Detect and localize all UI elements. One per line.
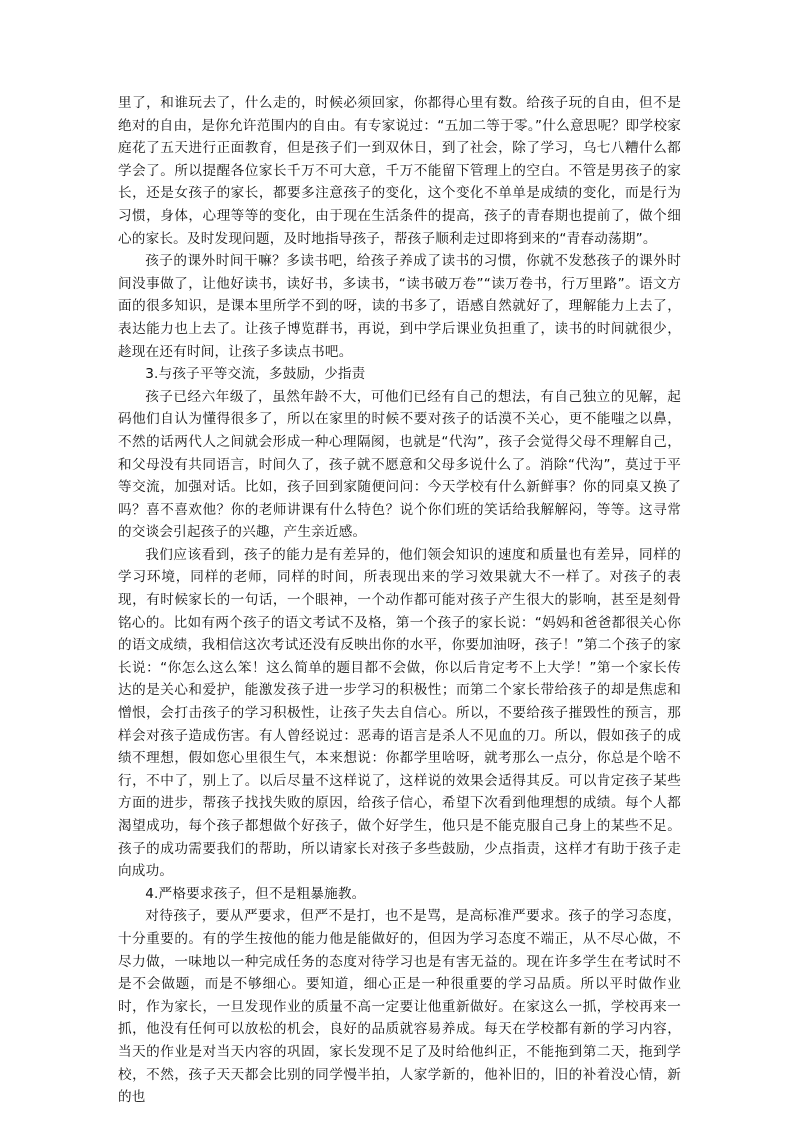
- section-heading-4: 4.严格要求孩子，但不是粗暴施教。: [145, 885, 366, 902]
- paragraph-extracurricular-reading: 孩子的课外时间干嘛？多读书吧，给孩子养成了读书的习惯，你就不发愁孩子的课外时间没事做了，让他好读书，读好书，多读书，“读书破万卷”“读万卷书，行万里路”。语文方面的很多知识，是课本里所学不到的呀，读的书多了，语感自然就好了，理解能力上去了，表达能力也上去了。让孩子博览群书，再说，到中学后课业负担重了，读书的时间就很少，趁现在还有时间，让孩子多读点书吧。: [118, 253, 681, 360]
- section-heading-3: 3.与孩子平等交流，多鼓励，少指责: [145, 366, 366, 383]
- paragraph-equal-communication: 孩子已经六年级了，虽然年龄不大，可他们已经有自己的想法，有自己独立的见解，起码他们自认为懂得很多了，所以在家里的时候不要对孩子的话漠不关心，更不能嗤之以鼻，不然的话两代人之间就会形成一种心理隔阂，也就是“代沟”，孩子会觉得父母不理解自己，和父母没有共同语言，时间久了，孩子就不愿意和父母多说什么了。消除“代沟”，莫过于平等交流，加强对话。比如，孩子回到家随便问问：今天学校有什么新鲜事？你的同桌又换了吗？喜不喜欢他？你的老师讲课有什么特色？说个你们班的笑话给我解解闷，等等。这寻常的交谈会引起孩子的兴趣，产生亲近感。: [118, 388, 681, 541]
- paragraph-encouragement: 我们应该看到，孩子的能力是有差异的，他们领会知识的速度和质量也有差异，同样的学习环境，同样的老师，同样的时间，所表现出来的学习效果就大不一样了。对孩子的表现，有时候家长的一句话，一个眼神，一个动作都可能对孩子产生很大的影响，甚至是刻骨铭心的。比如有两个孩子的语文考试不及格，第一个孩子的家长说：“妈妈和爸爸都很关心你的语文成绩，我相信这次考试还没有反映出你的水平，你要加油呀，孩子！”第二个孩子的家长说：“你怎么这么笨！这么简单的题目都不会做，你以后肯定考不上大学！”第一个家长传达的是关心和爱护，能激发孩子进一步学习的积极性；而第二个家长带给孩子的却是焦虑和憎恨，会打击孩子的学习积极性，让孩子失去自信心。所以，不要给孩子摧毁性的预言，那样会对孩子造成伤害。有人曾经说过：恶毒的语言是杀人不见血的刀。所以，假如孩子的成绩不理想，假如您心里很生气，本来想说：你都学里啥呀，就考那么一点分，你总是个啥不行，不中了，别上了。以后尽量不这样说了，这样说的效果会适得其反。可以肯定孩子某些方面的进步，帮孩子找找失败的原因，给孩子信心，希望下次看到他理想的成绩。每个人都渴望成功，每个孩子都想做个好孩子，做个好学生，他只是不能克服自己身上的某些不足。孩子的成功需要我们的帮助，所以请家长对孩子多些鼓励，少点指责，这样才有助于孩子走向成功。: [118, 546, 681, 880]
- paragraph-continuation: 里了，和谁玩去了，什么走的，时候必须回家，你都得心里有数。给孩子玩的自由，但不是绝对的自由，是你允许范围内的自由。有专家说过：“五加二等于零。”什么意思呢？即学校家庭花了五天进行正面教育，但是孩子们一到双休日，到了社会，除了学习，乌七八糟什么都学会了。所以提醒各位家长千万不可大意，千万不能留下管理上的空白。不管是男孩子的家长，还是女孩子的家长，都要多注意孩子的变化，这个变化不单单是成绩的变化，而是行为习惯，身体，心理等等的变化，由于现在生活条件的提高，孩子的青春期也提前了，做个细心的家长。及时发现问题，及时地指导孩子，帮孩子顺利走过即将到来的“青春动荡期”。: [118, 95, 681, 247]
- document-page: [118, 92, 681, 1109]
- paragraph-strict-requirements: 对待孩子，要从严要求，但严不是打，也不是骂，是高标准严要求。孩子的学习态度，十分重要的。有的学生按他的能力他是能做好的，但因为学习态度不端正，从不尽心做，不尽力做，一味地以一种完成任务的态度对待学习也是有害无益的。现在许多学生在考试时不是不会做题，而是不够细心。要知道，细心正是一种很重要的学习品质。所以平时做作业时，作为家长，一旦发现作业的质量不高一定要让他重新做好。在家这么一抓，学校再来一抓，他没有任何可以放松的机会，良好的品质就容易养成。每天在学校都有新的学习内容，当天的作业是对当天内容的巩固，家长发现不足了及时给他纠正，不能拖到第二天，拖到学校，不然，孩子天天都会比别的同学慢半拍，人家学新的，他补旧的，旧的补着没心情，新的也: [118, 908, 681, 1106]
